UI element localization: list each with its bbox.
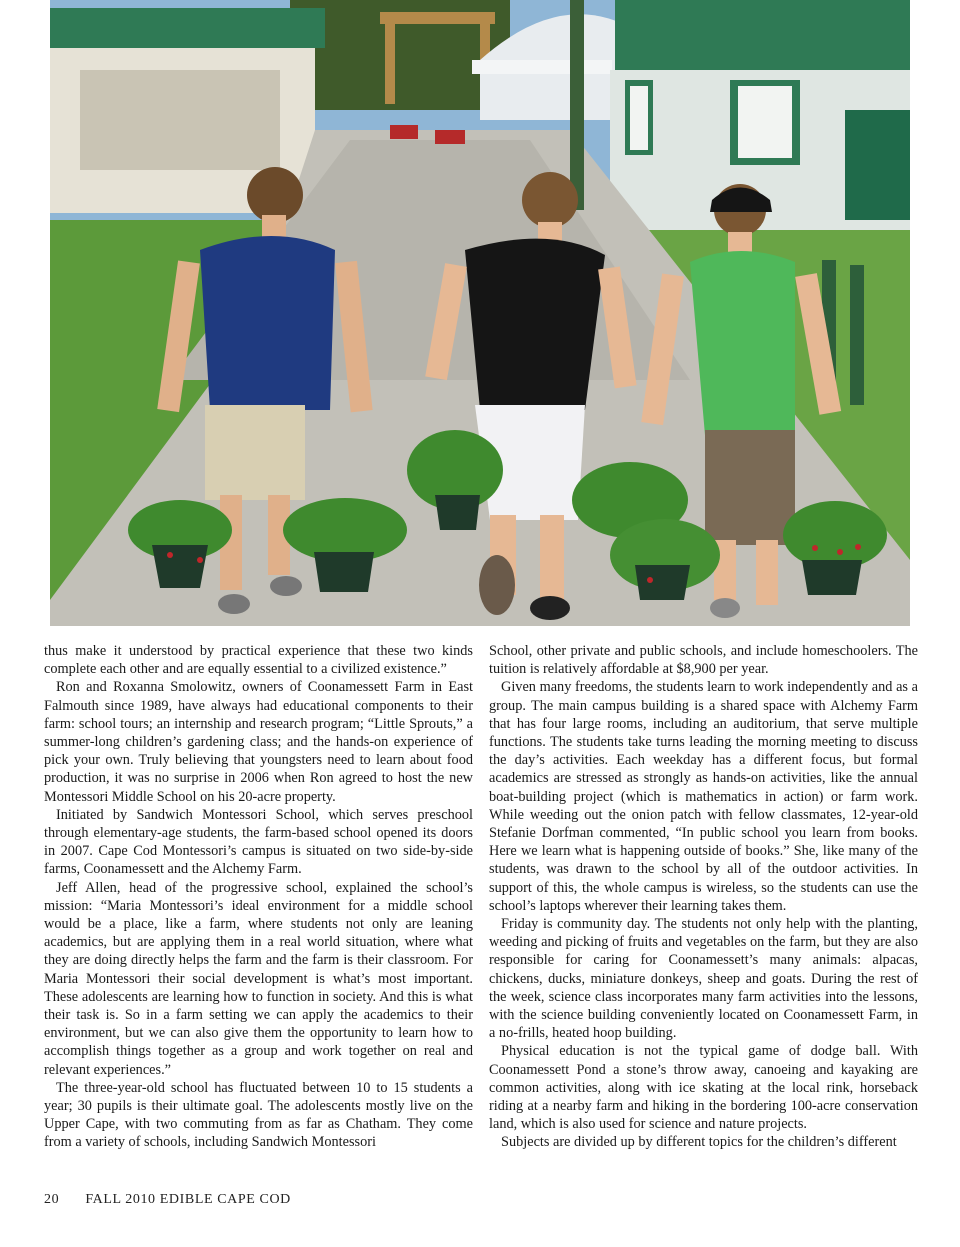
- paragraph: thus make it understood by practical experience that these two kinds complete each other and are equally essential to a civilized existence.”: [44, 643, 473, 678]
- article-body: [44, 642, 918, 1178]
- paragraph: Initiated by Sandwich Montessori School, which serves preschool through elementary-age students, the farm-based school opened its doors in 2007. Cape Cod Montessori’s campus is situated on two side-by-side farms, Coonamessett and the Alchemy Farm.: [44, 806, 473, 878]
- paragraph: Jeff Allen, head of the progressive school, explained the school’s mission: “Maria Montessori’s ideal environment for a middle school would be a place, like a farm, where students not only are leaning academics, but are applying them in a real world situation, where what they are doing directly helps the farm and the farm is their classroom. For Maria Montessori their social development is what’s most important. These adolescents are learning how to function in society. And this is what their task is. So in a farm setting we can apply the academics to their environment, but we can also give them the opportunity to learn how to accomplish things together as a group and work together on real and relevant experiences.”: [44, 879, 473, 1078]
- publication-name: EDIBLE CAPE COD: [159, 1192, 291, 1207]
- paragraph: Friday is community day. The students not only help with the planting, weeding and picking of fruits and vegetables on the farm, but they are also responsible for caring for Coonamessett’s many animals: alpacas, chickens, ducks, miniature donkeys, sheep and goats. During the rest of the week, science class incorporates many farm activities into the lessons, with the science building conveniently located on Coonamessett Farm, in a no-frills, heated hoop building.: [489, 916, 918, 1042]
- cover-photo: [50, 0, 910, 626]
- paragraph: Ron and Roxanna Smolowitz, owners of Coonamessett Farm in East Falmouth since 1989, have always had educational components to their farm: school tours; an internship and research program; “Little Sprouts,” a summer-long children’s gardening class; and the hands-on experience of pick your own. Truly believing that youngsters need to learn about food production, it was no surprise in 2006 when Ron agreed to host the new Montessori Middle School on his 20-acre property.: [44, 679, 473, 805]
- issue-label: FALL 2010: [85, 1192, 156, 1207]
- photo-three-boys-carrying-strawberry-baskets: [50, 0, 910, 626]
- paragraph: The three-year-old school has fluctuated between 10 to 15 students a year; 30 pupils is their ultimate goal. The adolescents mostly live on the Upper Cape, with two commuting from as far as Chatham. They come from a variety of schools, including Sandwich Montessori: [44, 1079, 473, 1151]
- paragraph: School, other private and public schools, and include homeschoolers. The tuition is relatively affordable at $8,900 per year.: [489, 643, 918, 678]
- page-footer: [44, 1192, 291, 1208]
- paragraph: Subjects are divided up by different topics for the children’s different: [501, 1134, 897, 1151]
- paragraph: Given many freedoms, the students learn to work independently and as a group. The main campus building is a shared space with Alchemy Farm that has four large rooms, including an auditorium, that serve multiple functions. The students take turns leading the morning meeting to discuss the day’s activities. Each weekday has a different focus, but formal academics are stressed as strongly as hands-on activities, like the annual boat-building project (which is mathematics in action) or farm work. While weeding out the onion patch with fellow classmates, 12-year-old Stefanie Dorfman commented, “In public school you learn from books. Here we learn what is happening outside of books.” She, like many of the students, was drawn to the school by all of the outdoor activities. In support of this, the whole campus is wireless, so the students can use the school’s laptops wherever their learning takes them.: [489, 679, 918, 914]
- paragraph: Physical education is not the typical game of dodge ball. With Coonamessett Pond a stone’s throw away, canoeing and kayaking are common activities, along with ice skating at the local rink, horseback riding at a nearby farm and hiking in the bordering 100-acre conservation land, which is also used for science and nature projects.: [489, 1043, 918, 1133]
- left-column: [44, 642, 473, 1178]
- right-column: [489, 642, 918, 1178]
- page-number: 20: [44, 1192, 60, 1207]
